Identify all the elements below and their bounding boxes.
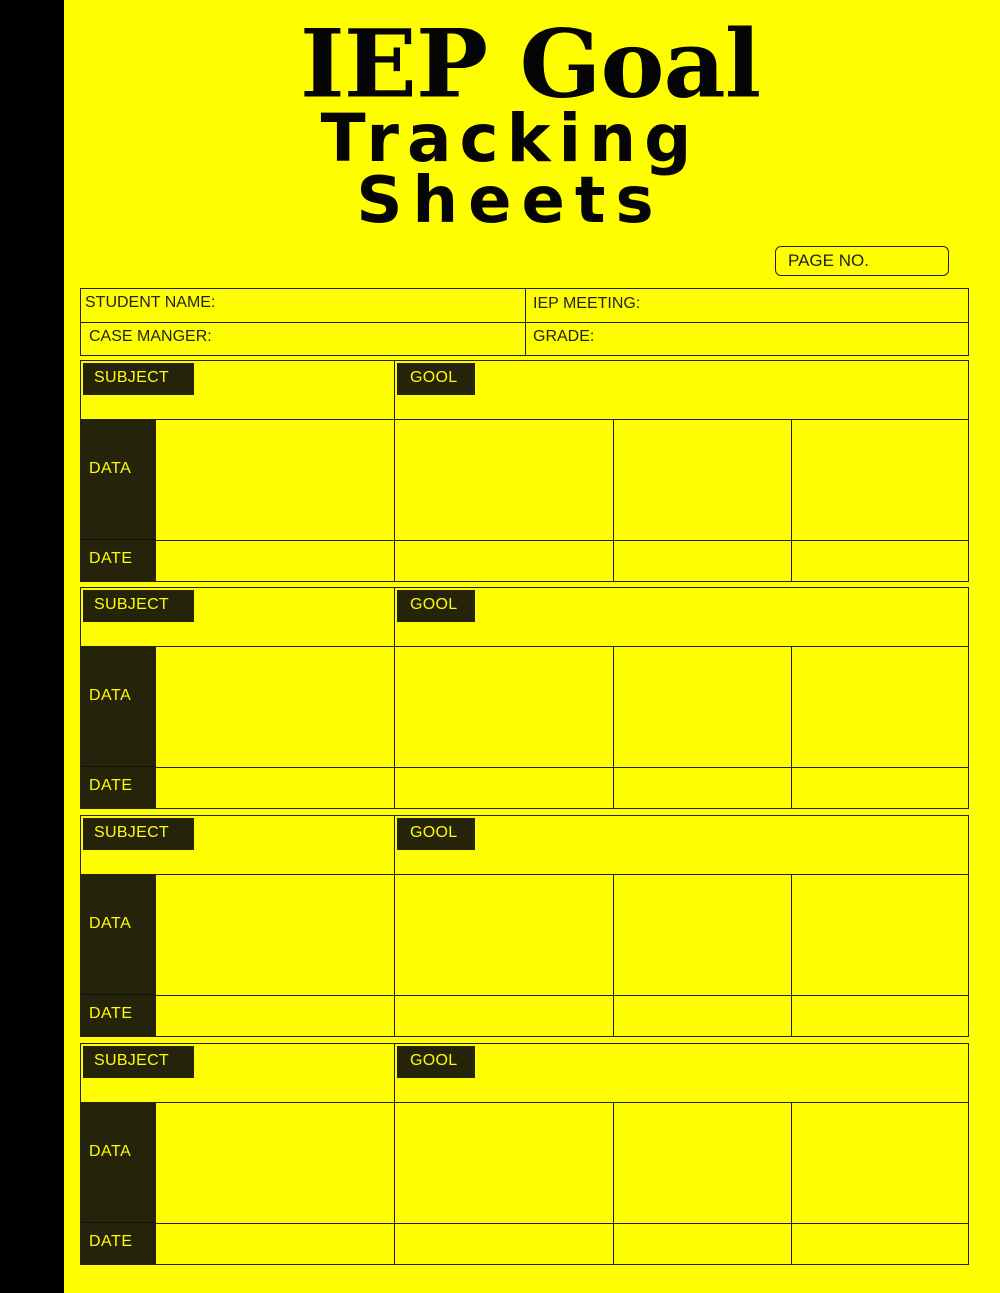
block-column-divider (613, 874, 614, 1036)
block-column-divider (613, 1102, 614, 1264)
subject-label: SUBJECT (83, 818, 194, 850)
goal-tracking-block (80, 815, 969, 1037)
goal-tracking-block (80, 360, 969, 582)
data-label: DATA (89, 915, 132, 932)
block-row-divider (81, 1223, 968, 1224)
date-label: DATE (89, 1005, 133, 1022)
cover-spine (0, 0, 64, 1293)
row-header-column (81, 647, 156, 808)
block-column-divider (394, 816, 395, 1036)
row-header-divider (81, 766, 156, 767)
block-column-divider (613, 646, 614, 808)
goal-label: GOOL (397, 590, 475, 622)
block-column-divider (394, 588, 395, 808)
subject-label: SUBJECT (83, 590, 194, 622)
case-manager-label[interactable]: CASE MANGER: (89, 328, 212, 345)
block-column-divider (791, 874, 792, 1036)
date-label: DATE (89, 1233, 133, 1250)
subject-label: SUBJECT (83, 363, 194, 395)
student-info-table (80, 288, 969, 356)
block-column-divider (791, 646, 792, 808)
block-row-divider (81, 540, 968, 541)
page-number-field[interactable]: PAGE NO. (775, 246, 949, 276)
block-column-divider (394, 1044, 395, 1264)
data-label: DATA (89, 687, 132, 704)
row-header-column (81, 420, 156, 581)
goal-label: GOOL (397, 818, 475, 850)
block-column-divider (394, 361, 395, 581)
subject-label: SUBJECT (83, 1046, 194, 1078)
info-column-divider (525, 289, 526, 355)
row-header-divider (81, 1222, 156, 1223)
block-column-divider (791, 419, 792, 581)
block-row-divider (81, 646, 968, 647)
date-label: DATE (89, 550, 133, 567)
title-line-1: IEP Goal (299, 8, 761, 119)
row-header-divider (81, 539, 156, 540)
block-row-divider (81, 1102, 968, 1103)
block-column-divider (613, 419, 614, 581)
data-label: DATA (89, 460, 132, 477)
goal-label: GOOL (397, 1046, 475, 1078)
row-header-column (81, 875, 156, 1036)
date-label: DATE (89, 777, 133, 794)
title-line-2: Tracking (320, 100, 700, 177)
block-row-divider (81, 767, 968, 768)
student-name-label[interactable]: STUDENT NAME: (85, 294, 216, 311)
block-row-divider (81, 419, 968, 420)
block-row-divider (81, 995, 968, 996)
row-header-column (81, 1103, 156, 1264)
block-row-divider (81, 874, 968, 875)
title-line-3: Sheets (356, 164, 664, 238)
iep-meeting-label[interactable]: IEP MEETING: (533, 295, 641, 312)
row-header-divider (81, 994, 156, 995)
data-label: DATA (89, 1143, 132, 1160)
block-column-divider (791, 1102, 792, 1264)
goal-tracking-block (80, 1043, 969, 1265)
goal-label: GOOL (397, 363, 475, 395)
grade-label[interactable]: GRADE: (533, 328, 595, 345)
goal-tracking-block (80, 587, 969, 809)
